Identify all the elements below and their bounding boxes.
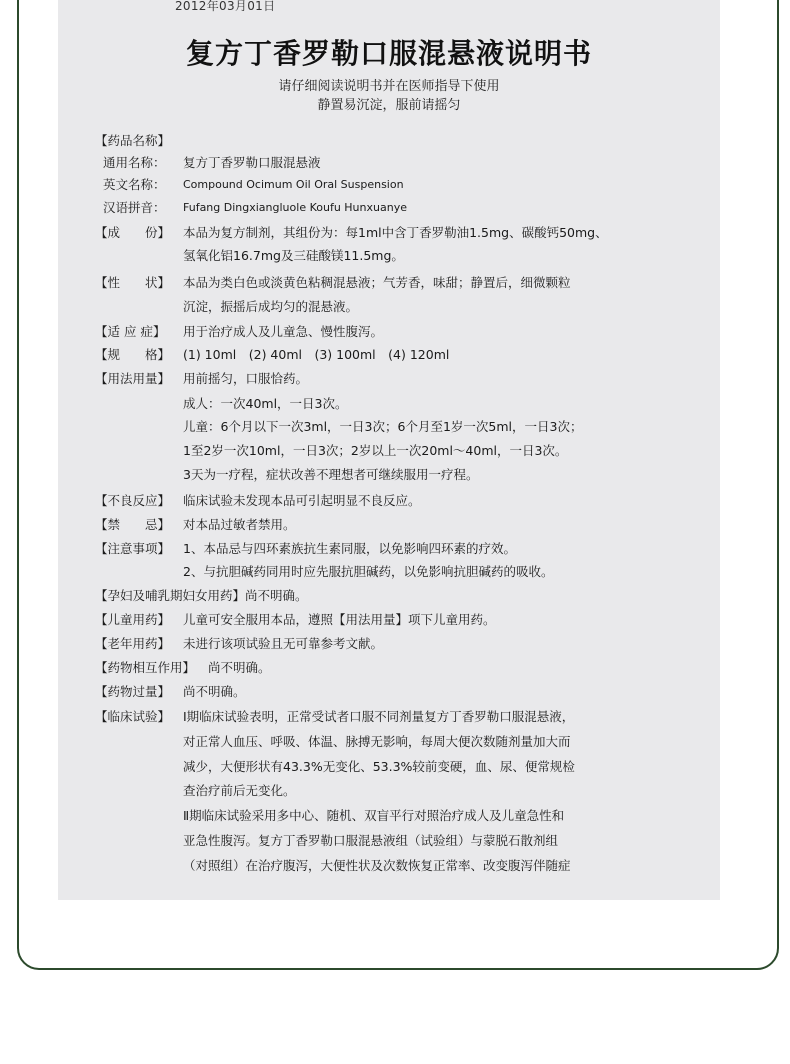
interactions-label: 【药物相互作用】 bbox=[95, 660, 196, 675]
pinyin-name-value: Fufang Dingxiangluole Koufu Hunxuanye bbox=[183, 201, 407, 214]
specs-label: 【规 格】 bbox=[95, 347, 171, 362]
indications-value: 用于治疗成人及儿童急、慢性腹泻。 bbox=[183, 324, 384, 339]
composition-line1: 本品为复方制剂，其组份为：每1ml中含丁香罗勒油1.5mg、碳酸钙50mg、 bbox=[183, 225, 608, 240]
composition-line2: 氢氧化铝16.7mg及三硅酸镁11.5mg。 bbox=[183, 248, 404, 263]
drug-name-label: 【药品名称】 bbox=[95, 133, 171, 148]
precautions-line1: 1、本品忌与四环素族抗生素同服，以免影响四环素的疗效。 bbox=[183, 541, 516, 556]
composition-label: 【成 份】 bbox=[95, 225, 171, 240]
trials-line4: 查治疗前后无变化。 bbox=[183, 783, 296, 798]
contraindications-label: 【禁 忌】 bbox=[95, 517, 171, 532]
revision-date: 2012年03月01日 bbox=[175, 0, 276, 13]
pregnancy-value: 尚不明确。 bbox=[245, 588, 308, 603]
dosage-line5: 3天为一疗程，症状改善不理想者可继续服用一疗程。 bbox=[183, 467, 479, 482]
dosage-line4: 1至2岁一次10ml，一日3次；2岁以上一次20ml～40ml，一日3次。 bbox=[183, 443, 568, 458]
trials-line5: Ⅱ期临床试验采用多中心、随机、双盲平行对照治疗成人及儿童急性和 bbox=[183, 808, 565, 823]
properties-label: 【性 状】 bbox=[95, 275, 171, 290]
overdose-value: 尚不明确。 bbox=[183, 684, 246, 699]
dosage-line2: 成人：一次40ml，一日3次。 bbox=[183, 396, 348, 411]
dosage-line1: 用前摇匀，口服恰药。 bbox=[183, 371, 309, 386]
trials-line6: 亚急性腹泻。复方丁香罗勒口服混悬液组（试验组）与蒙脱石散剂组 bbox=[183, 833, 559, 848]
children-label: 【儿童用药】 bbox=[95, 612, 171, 627]
document-title: 复方丁香罗勒口服混悬液说明书 bbox=[185, 37, 592, 70]
properties-line2: 沉淀，振摇后成均匀的混悬液。 bbox=[183, 299, 359, 314]
instruction-subtitle: 请仔细阅读说明书并在医师指导下使用 bbox=[278, 79, 500, 94]
shake-notice: 静置易沉淀，服前请摇匀 bbox=[317, 98, 461, 113]
dosage-line3: 儿童：6个月以下一次3ml，一日3次；6个月至1岁一次5ml，一日3次； bbox=[183, 419, 583, 434]
properties-line1: 本品为类白色或淡黄色粘稠混悬液；气芳香，味甜；静置后，细微颗粒 bbox=[183, 275, 571, 290]
precautions-line2: 2、与抗胆碱药同用时应先服抗胆碱药，以免影响抗胆碱药的吸收。 bbox=[183, 564, 554, 579]
generic-name-value: 复方丁香罗勒口服混悬液 bbox=[183, 155, 321, 170]
trials-label: 【临床试验】 bbox=[95, 709, 171, 724]
indications-label: 【适 应 症】 bbox=[95, 324, 166, 339]
contraindications-value: 对本品过敏者禁用。 bbox=[183, 517, 296, 532]
trials-line1: Ⅰ期临床试验表明，正常受试者口服不同剂量复方丁香罗勒口服混悬液， bbox=[183, 709, 575, 724]
adverse-label: 【不良反应】 bbox=[95, 493, 171, 508]
specs-value: (1) 10ml (2) 40ml (3) 100ml (4) 120ml bbox=[183, 347, 450, 362]
elderly-label: 【老年用药】 bbox=[95, 636, 171, 651]
generic-name-label: 通用名称： bbox=[103, 155, 166, 170]
children-value: 儿童可安全服用本品，遵照【用法用量】项下儿童用药。 bbox=[183, 612, 496, 627]
trials-line7: （对照组）在治疗腹泻，大便性状及次数恢复正常率、改变腹泻伴随症 bbox=[183, 858, 571, 873]
trials-line3: 减少，大便形状有43.3%无变化、53.3%较前变硬，血、尿、便常规检 bbox=[183, 759, 575, 774]
leaflet-document bbox=[58, 0, 720, 900]
english-name-value: Compound Ocimum Oil Oral Suspension bbox=[183, 178, 404, 191]
precautions-label: 【注意事项】 bbox=[95, 541, 171, 556]
dosage-label: 【用法用量】 bbox=[95, 371, 171, 386]
adverse-value: 临床试验未发现本品可引起明显不良反应。 bbox=[183, 493, 421, 508]
elderly-value: 未进行该项试验且无可靠参考文献。 bbox=[183, 636, 384, 651]
trials-line2: 对正常人血压、呼吸、体温、脉搏无影响，每周大便次数随剂量加大而 bbox=[183, 734, 571, 749]
pregnancy-label: 【孕妇及哺乳期妇女用药】 bbox=[95, 588, 246, 603]
pinyin-name-label: 汉语拼音： bbox=[103, 200, 166, 215]
interactions-value: 尚不明确。 bbox=[208, 660, 271, 675]
overdose-label: 【药物过量】 bbox=[95, 684, 171, 699]
english-name-label: 英文名称： bbox=[103, 177, 166, 192]
